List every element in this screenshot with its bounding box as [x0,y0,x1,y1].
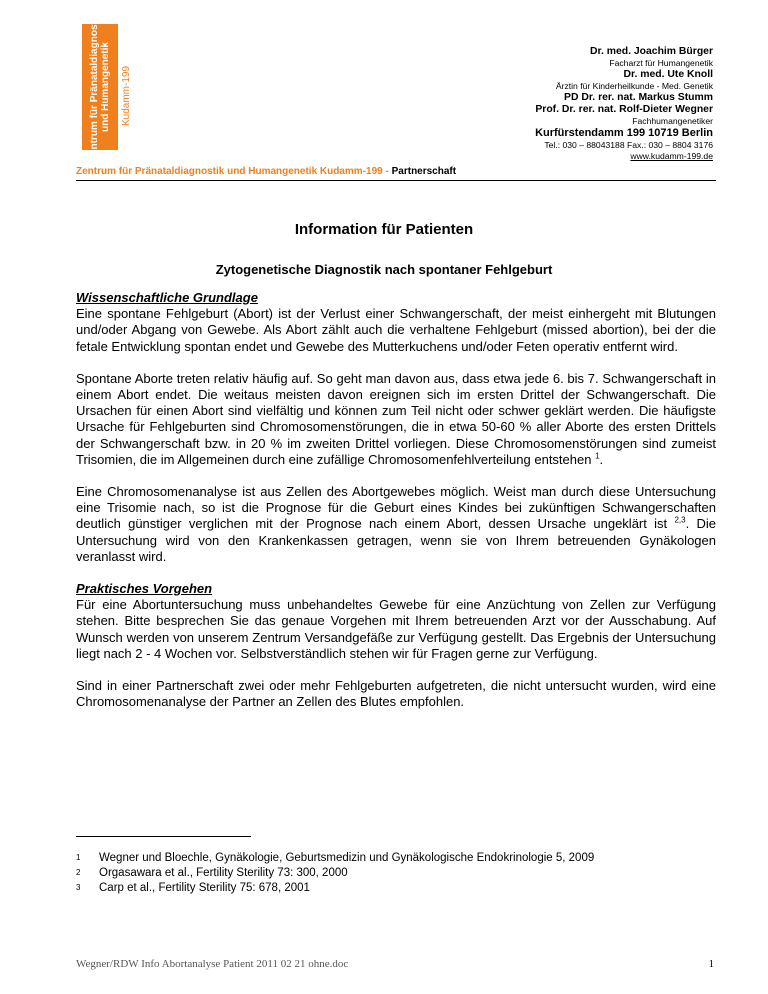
footnote-ref-2-3: 2,3 [674,516,686,526]
logo [82,12,118,162]
doctor-role-1: Facharzt für Humangenetik [609,58,713,68]
body-text [76,290,716,726]
paragraph-5: Sind in einer Partnerschaft zwei oder mehr Fehlgeburten aufgetreten, die nicht untersucht wurden, wird eine Chromosomenanalyse der Partner an Zellen des Blutes empfohlen. [76,678,716,710]
footnote-text: Wegner und Bloechle, Gynäkologie, Geburtsmedizin und Gynäkologische Endokrinologie 5, 2009 [99,852,595,864]
paragraph-5-block [76,678,716,710]
paragraph-2: Spontane Aborte treten relativ häufig auf. So geht man davon aus, dass etwa jede 6. bis 7. Schwangerschaft in einem Abort endet. Die weitaus meisten davon ereignen sich im ersten Drittel der Schwangerschaft. Die Ursachen für einen Abort sind vielfältig und können zum Teil nicht oder schwer geklärt werden. Die häufigste Ursache für Fehlgeburten sind Chromosomenstörungen, die in etwa 50-60 % aller Aborte des ersten Drittels der Schwangerschaft bzw. in 20 % im zweiten Drittel vorliegen. Diese Chromosomenstörungen sind zumeist Trisomien, die im Allgemeinen durch eine zufällige Chromosomenfehlverteilung entstehen [76,370,716,467]
paragraph-2-end: . [599,451,604,467]
paragraph-3b: . Die Untersuchung wird von den Krankenkassen getragen, wenn sie von Ihrem betreuenden Gynäkologen veranlasst wird. [76,516,716,564]
paragraph-3a: Eine Chromosomenanalyse ist aus Zellen des Abortgewebes möglich. Weist man durch diese Untersuchung eine Trisomie nach, so ist die Prognose für die Geburt eines Kindes bei zukünftigen Schwangerschaften deutlich günstiger verglichen mit der Prognose nach einem Abort, dessen Ursache ungeklärt ist [76,484,716,532]
doctor-role-4: Fachhumangenetiker [632,116,713,126]
logo-text [89,13,111,161]
header-rule [76,180,716,181]
doctor-name-1: Dr. med. Joachim Bürger [590,46,713,57]
page-subtitle: Zytogenetische Diagnostik nach spontaner Fehlgeburt [215,262,553,277]
section-heading-practical: Praktisches Vorgehen [76,581,213,597]
footnote-ref-1: 1 [595,451,600,461]
logo-side-text: Kudamm-199 [121,65,132,126]
footnote-number: 1 [76,853,81,862]
footnote-text: Orgasawara et al., Fertility Sterility 73: 300, 2000 [99,867,348,879]
footnote-number: 2 [76,868,81,877]
doctor-name-4: Prof. Dr. rer. nat. Rolf-Dieter Wegner [535,104,713,115]
partnership-center: Zentrum für Pränataldiagnostik und Humangenetik Kudamm-199 - [76,166,389,177]
partnership-suffix: Partnerschaft [391,166,457,177]
logo-text-line1: Zentrum für Pränataldiagnostik [89,12,100,162]
website-link[interactable]: www.kudamm-199.de [630,151,713,161]
footnotes [76,851,594,896]
page-number: 1 [708,958,714,970]
partnership-line [76,166,456,177]
footnote-number: 3 [76,883,81,892]
paragraph-3-block [76,484,716,565]
phone-fax: Tel.: 030 – 88043188 Fax.: 030 – 8804 3176 [544,140,713,150]
paragraph-1: Eine spontane Fehlgeburt (Abort) ist der Verlust einer Schwangerschaft, der meist einhergeht mit Blutungen und/oder Abgang von Gewebe. Als Abort zählt auch die verhaltene Fehlgeburt (missed abortion), bei der die fetale Entwicklung spontan endet und Gewebe des Mutterkuchens und/oder Feten operativ entfernt wird. [76,306,716,354]
page-title: Information für Patienten [294,221,474,238]
doctor-role-2: Ärztin für Kinderheilkunde - Med. Genetik [555,81,713,91]
footer-filename: Wegner/RDW Info Abortanalyse Patient 2011 02 21 ohne.doc [76,958,349,970]
footnote-rule [76,836,251,837]
section-scientific [76,290,716,355]
footnote-text: Carp et al., Fertility Sterility 75: 678, 2001 [99,882,310,894]
address: Kurfürstendamm 199 10719 Berlin [535,127,713,139]
doctor-name-2: Dr. med. Ute Knoll [623,69,713,80]
logo-text-line2: und Humangenetik [100,41,111,133]
footnote-2 [76,866,594,881]
contact-block [535,46,713,162]
footnote-3 [76,881,594,896]
footnote-1 [76,851,594,866]
paragraph-2-block [76,371,716,468]
doctor-name-3: PD Dr. rer. nat. Markus Stumm [564,92,713,103]
section-practical [76,581,716,662]
paragraph-4: Für eine Abortuntersuchung muss unbehandeltes Gewebe für eine Anzüchtung von Zellen zur Verfügung stehen. Bitte besprechen Sie das genaue Vorgehen mit Ihrem betreuenden Arzt vor der Ausschabung. Auf Wunsch werden von unserem Zentrum Versandgefäße zur Verfügung gestellt. Das Ergebnis der Untersuchung liegt nach 2 - 4 Wochen vor. Selbstverständlich stehen wir für Fragen gerne zur Verfügung. [76,597,716,661]
section-heading-scientific: Wissenschaftliche Grundlage [76,290,258,305]
